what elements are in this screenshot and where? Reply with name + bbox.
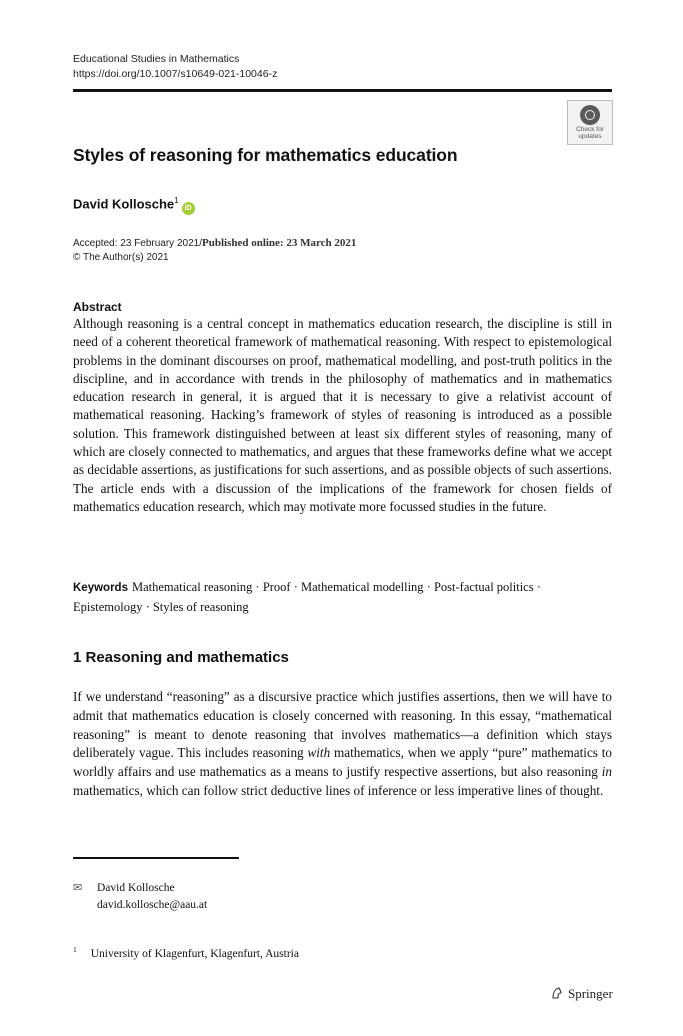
emphasis-in: in	[601, 764, 612, 780]
affiliation-mark: 1	[73, 945, 77, 954]
body-paragraph	[73, 688, 612, 801]
affiliation-text: University of Klagenfurt, Klagenfurt, Austria	[90, 947, 299, 960]
keywords	[73, 578, 612, 616]
copyright: © The Author(s) 2021	[73, 252, 169, 263]
affiliation	[73, 945, 299, 960]
journal-name: Educational Studies in Mathematics	[73, 53, 240, 65]
emphasis-with: with	[307, 745, 331, 761]
para-part-2: mathematics, when we apply “pure” mathematics to worldly affairs and use mathematics as a means to justify respective assertions, but also reasoning	[73, 745, 612, 780]
header-rule	[73, 89, 612, 92]
article-title: Styles of reasoning for mathematics education	[73, 145, 458, 165]
abstract-heading: Abstract	[73, 300, 122, 314]
accepted-date: Accepted: 23 February 2021/	[73, 238, 202, 249]
crossmark-icon	[580, 105, 600, 125]
envelope-icon: ✉	[73, 882, 83, 894]
author-name[interactable]: David Kollosche	[73, 196, 175, 212]
section-heading: 1 Reasoning and mathematics	[73, 649, 289, 666]
publisher-name: Springer	[568, 986, 613, 1001]
keywords-text: Mathematical reasoning · Proof · Mathematical modelling · Post-factual politics · Epistemology · Styles of reasoning	[73, 580, 541, 614]
para-part-3: mathematics, which can follow strict deductive lines of inference or less imperative lines of thought.	[73, 782, 604, 798]
badge-line-2: updates	[578, 133, 602, 140]
orcid-icon[interactable]: iD	[182, 202, 195, 215]
publication-dates	[73, 236, 356, 265]
doi-link[interactable]: https://doi.org/10.1007/s10649-021-10046-z	[73, 68, 278, 80]
check-for-updates-badge[interactable]	[567, 100, 613, 145]
journal-header	[73, 52, 277, 82]
badge-line-1: Check for	[576, 126, 604, 133]
publisher-logo	[550, 986, 613, 1002]
keywords-label: Keywords	[73, 582, 128, 594]
author-affiliation-mark: 1	[174, 196, 179, 205]
contact-info	[73, 880, 207, 914]
published-date: Published online: 23 March 2021	[201, 237, 357, 249]
abstract-text: Although reasoning is a central concept in mathematics education research, the discipline is still in need of a coherent theoretical framework of mathematical reasoning. With respect to epistemological problems in the dominant discourses on proof, mathematical modelling, and post-truth politics in the discipline, and in accordance with trends in the philosophy of mathematics and in mathematics education research in general, it is argued that it is necessary to give a relativist account of mathematical reasoning. Hacking’s framework of styles of reasoning is introduced as a possible solution. This framework distinguished between at least six different styles of reasoning, many of which are closely connected to mathematics, and argues that these frameworks define what we accept as decidable assertions, as justifications for such assertions, and as possible objects of such assertions. The article ends with a discussion of the implications of the framework for chosen fields of mathematics education research, which may motivate more focussed studies in the future.	[73, 316, 612, 514]
author-line	[73, 196, 195, 215]
para-part-1: If we understand “reasoning” as a discursive practice which justifies assertions, then we will have to admit that mathematics education is closely concerned with reasoning. In this essay, “mathematical reasoning” is meant to denote reasoning that involves mathematics—a definition which stays deliberately vague. This includes reasoning	[73, 689, 612, 761]
contact-name: David Kollosche	[97, 882, 175, 894]
springer-horse-icon	[550, 986, 564, 1000]
contact-email[interactable]: david.kollosche@aau.at	[97, 899, 208, 911]
footnote-rule	[73, 857, 239, 859]
